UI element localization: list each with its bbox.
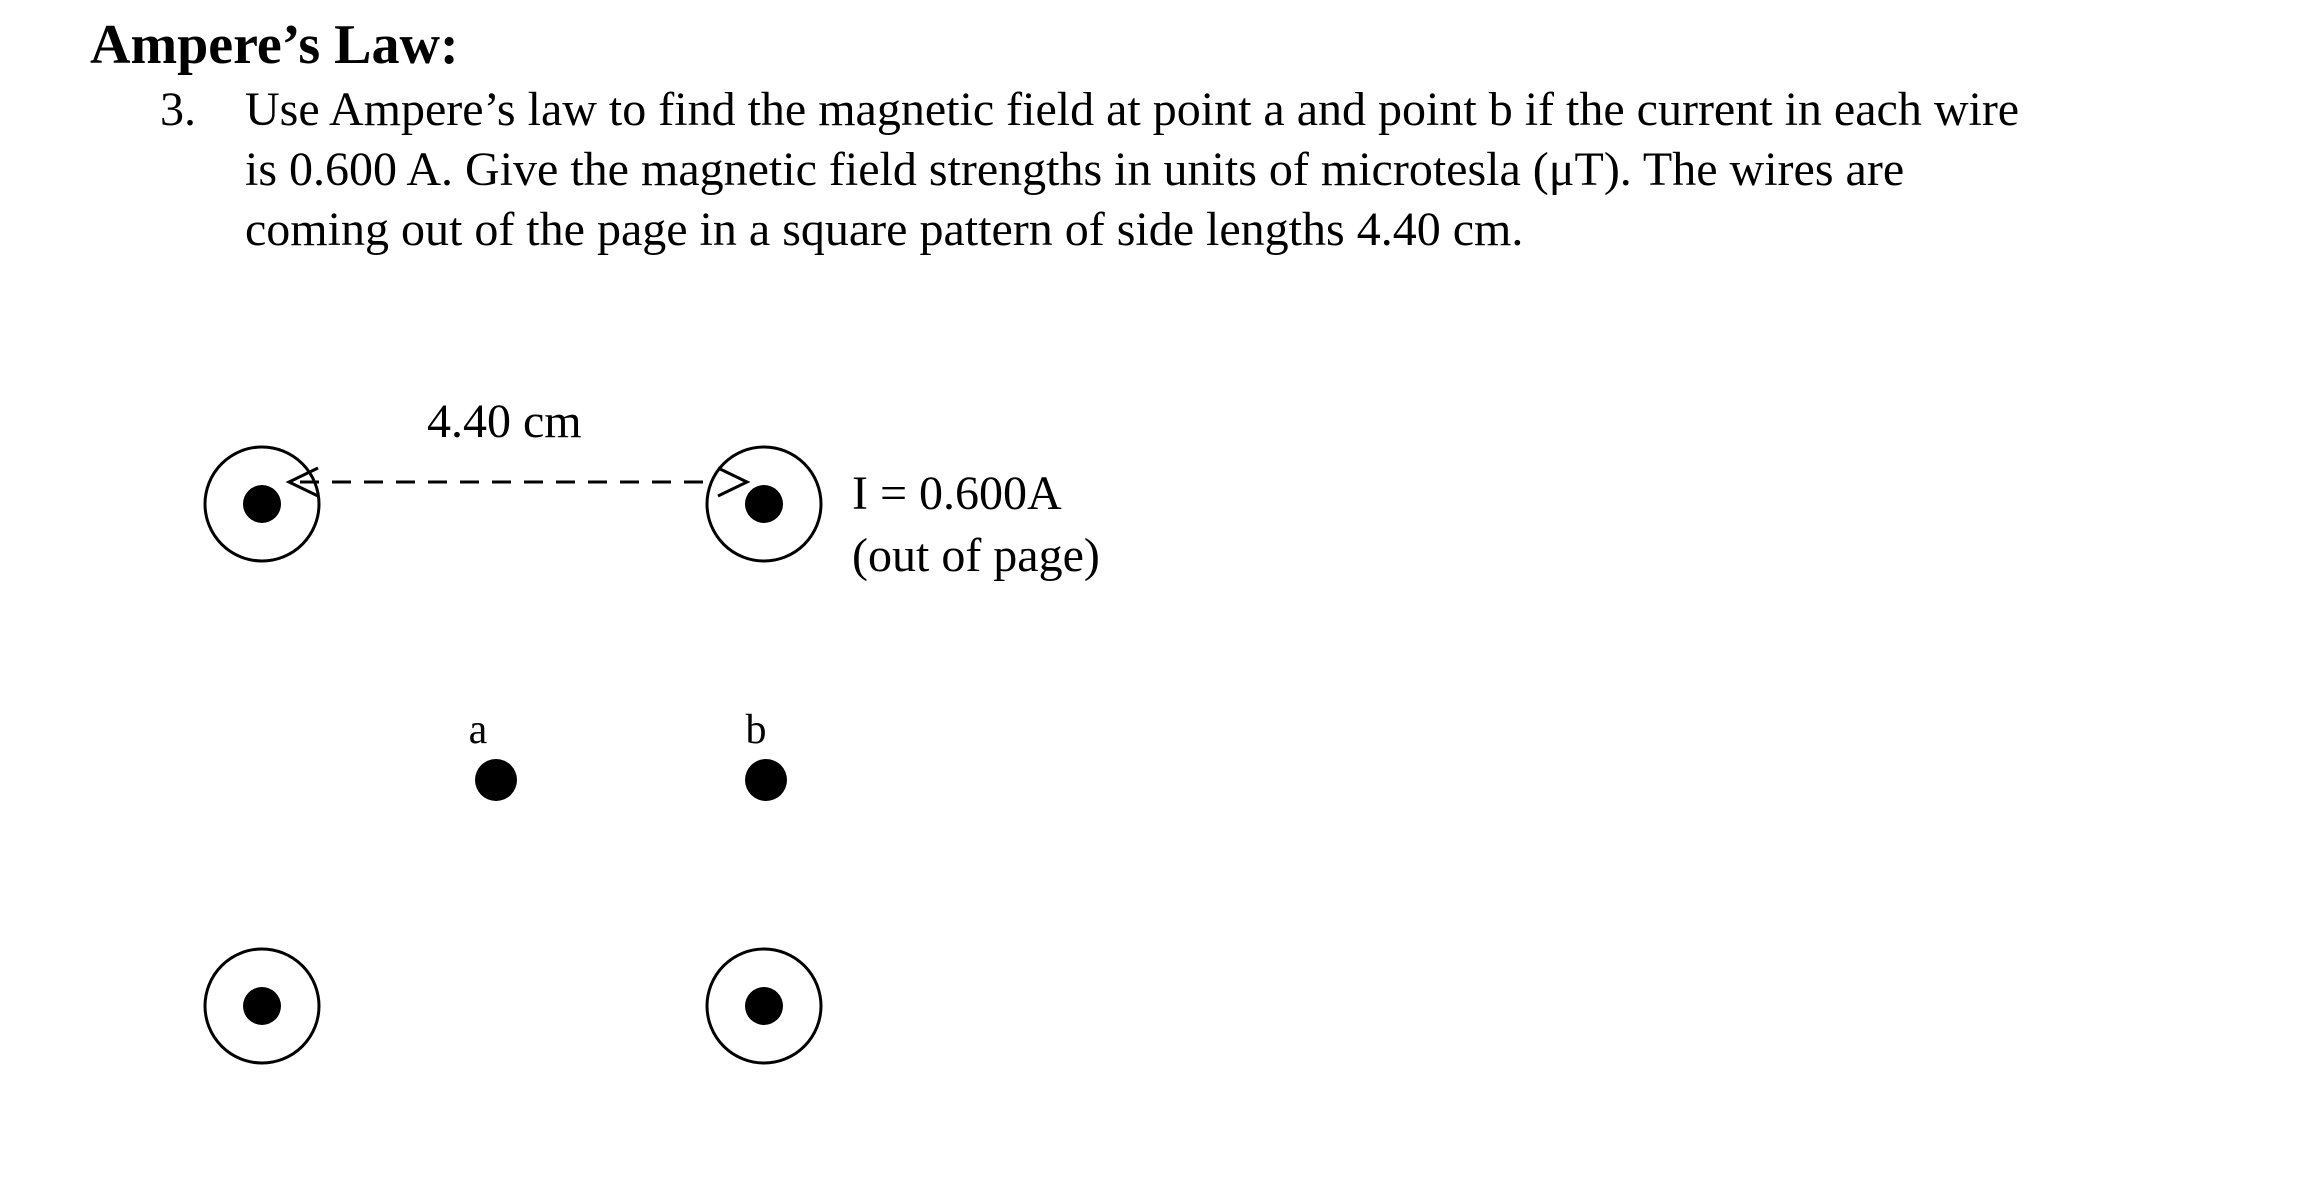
point-a — [469, 707, 517, 801]
wire-top-left — [205, 447, 319, 561]
point-b-marker — [745, 759, 787, 801]
wire-bottom-right — [707, 949, 821, 1063]
current-label: I = 0.600A — [852, 467, 1062, 520]
wire-bottom-left-current-dot-icon — [243, 987, 281, 1025]
point-b — [745, 707, 787, 801]
problem-line-1: Use Ampere’s law to find the magnetic field at point a and point b if the current in each wire — [245, 83, 2020, 136]
current-direction-label: (out of page) — [852, 529, 1100, 582]
problem-line-3: coming out of the page in a square pattern of side lengths 4.40 cm. — [245, 203, 1524, 256]
point-a-label: a — [468, 707, 488, 753]
point-b-label: b — [745, 707, 767, 753]
side-length-label: 4.40 cm — [427, 395, 582, 448]
wire-top-right-current-dot-icon — [745, 485, 783, 523]
problem-number: 3. — [160, 83, 196, 136]
section-title: Ampere’s Law: — [90, 14, 459, 76]
wire-bottom-right-current-dot-icon — [745, 987, 783, 1025]
side-length-dimension — [289, 395, 747, 496]
wire-top-right — [707, 447, 821, 561]
arrow-right-icon — [718, 468, 747, 496]
problem-line-2: is 0.600 A. Give the magnetic field strengths in units of microtesla (μT). The wires are — [245, 143, 1905, 196]
wire-top-left-current-dot-icon — [243, 485, 281, 523]
point-a-marker — [475, 759, 517, 801]
wire-bottom-left — [205, 949, 319, 1063]
